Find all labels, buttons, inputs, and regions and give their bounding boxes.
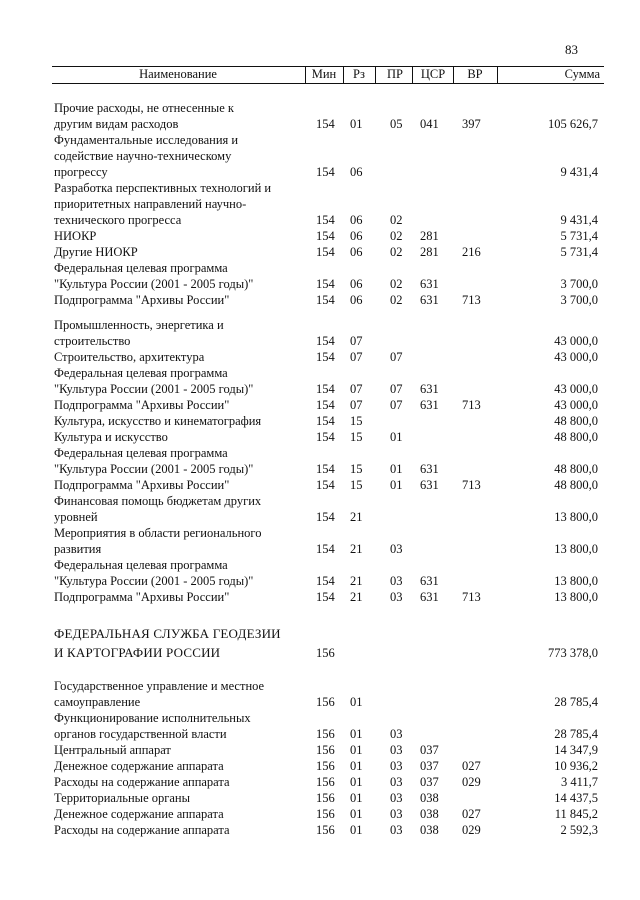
row-pr-cell: 01 <box>390 478 403 492</box>
row-vr-cell: 713 <box>462 293 481 307</box>
row-rz-cell: 21 <box>350 542 363 556</box>
row-sum-cell: 773 378,0 <box>548 646 598 660</box>
row-sum-cell: 13 800,0 <box>554 590 598 604</box>
row-csr-cell: 038 <box>420 807 439 821</box>
row-name-line: Федеральная целевая программа <box>54 446 228 460</box>
row-rz-cell: 15 <box>350 430 363 444</box>
row-pr-cell: 02 <box>390 245 403 259</box>
column-divider <box>453 67 454 83</box>
row-vr-cell: 713 <box>462 398 481 412</box>
row-pr-cell: 03 <box>390 590 403 604</box>
row-rz-cell: 07 <box>350 350 363 364</box>
row-csr-cell: 631 <box>420 462 439 476</box>
row-name-line: Расходы на содержание аппарата <box>54 823 230 837</box>
row-rz-cell: 06 <box>350 277 363 291</box>
row-sum-cell: 11 845,2 <box>554 807 598 821</box>
row-vr-cell: 027 <box>462 807 481 821</box>
row-rz-cell: 07 <box>350 334 363 348</box>
row-name-line: Государственное управление и местное <box>54 679 265 693</box>
row-name-line: самоуправление <box>54 695 141 709</box>
row-sum-cell: 10 936,2 <box>554 759 598 773</box>
row-pr-cell: 03 <box>390 823 403 837</box>
row-pr-cell: 03 <box>390 743 403 757</box>
row-pr-cell: 07 <box>390 382 403 396</box>
row-name-line: строительство <box>54 334 131 348</box>
column-divider <box>375 67 376 83</box>
row-name-line: развития <box>54 542 102 556</box>
row-rz-cell: 21 <box>350 510 363 524</box>
row-sum-cell: 43 000,0 <box>554 334 598 348</box>
row-pr-cell: 02 <box>390 277 403 291</box>
header-rz: Рз <box>353 67 365 81</box>
row-sum-cell: 43 000,0 <box>554 398 598 412</box>
header-pr: ПР <box>387 67 403 81</box>
row-pr-cell: 05 <box>390 117 403 131</box>
row-rz-cell: 07 <box>350 382 363 396</box>
row-sum-cell: 48 800,0 <box>554 462 598 476</box>
row-name-line: Культура, искусство и кинематография <box>54 414 262 428</box>
row-csr-cell: 037 <box>420 775 439 789</box>
row-sum-cell: 43 000,0 <box>554 382 598 396</box>
row-rz-cell: 15 <box>350 462 363 476</box>
row-sum-cell: 13 800,0 <box>554 510 598 524</box>
row-rz-cell: 15 <box>350 478 363 492</box>
row-min-cell: 154 <box>316 430 335 444</box>
row-name-line: Федеральная целевая программа <box>54 366 228 380</box>
row-min-cell: 156 <box>316 807 335 821</box>
header-sum: Сумма <box>564 67 600 81</box>
column-divider <box>412 67 413 83</box>
row-csr-cell: 037 <box>420 759 439 773</box>
row-pr-cell: 03 <box>390 759 403 773</box>
row-min-cell: 154 <box>316 510 335 524</box>
row-vr-cell: 713 <box>462 478 481 492</box>
row-min-cell: 154 <box>316 574 335 588</box>
row-name-line: Другие НИОКР <box>54 245 138 259</box>
row-pr-cell: 01 <box>390 462 403 476</box>
row-name-line: Денежное содержание аппарата <box>54 807 224 821</box>
row-min-cell: 154 <box>316 245 335 259</box>
row-pr-cell: 03 <box>390 542 403 556</box>
row-name-line: Подпрограмма "Архивы России" <box>54 293 230 307</box>
row-rz-cell: 01 <box>350 727 363 741</box>
row-rz-cell: 01 <box>350 743 363 757</box>
row-name-line: Фундаментальные исследования и <box>54 133 239 147</box>
row-csr-cell: 281 <box>420 229 439 243</box>
row-name-line: прогрессу <box>54 165 108 179</box>
row-min-cell: 156 <box>316 727 335 741</box>
row-min-cell: 154 <box>316 478 335 492</box>
row-pr-cell: 03 <box>390 775 403 789</box>
row-min-cell: 154 <box>316 277 335 291</box>
row-sum-cell: 48 800,0 <box>554 430 598 444</box>
row-sum-cell: 13 800,0 <box>554 542 598 556</box>
row-vr-cell: 713 <box>462 590 481 604</box>
row-csr-cell: 038 <box>420 791 439 805</box>
row-rz-cell: 01 <box>350 823 363 837</box>
row-pr-cell: 03 <box>390 807 403 821</box>
row-sum-cell: 14 347,9 <box>554 743 598 757</box>
row-name-line: приоритетных направлений научно- <box>54 197 247 211</box>
row-sum-cell: 48 800,0 <box>554 414 598 428</box>
row-min-cell: 154 <box>316 414 335 428</box>
row-name-line: органов государственной власти <box>54 727 227 741</box>
row-min-cell: 156 <box>316 791 335 805</box>
row-sum-cell: 9 431,4 <box>560 165 598 179</box>
row-rz-cell: 01 <box>350 791 363 805</box>
row-csr-cell: 631 <box>420 574 439 588</box>
row-rz-cell: 15 <box>350 414 363 428</box>
row-name-line: содействие научно-техническому <box>54 149 232 163</box>
row-rz-cell: 01 <box>350 695 363 709</box>
row-csr-cell: 631 <box>420 293 439 307</box>
row-rz-cell: 01 <box>350 117 363 131</box>
row-vr-cell: 397 <box>462 117 481 131</box>
row-pr-cell: 03 <box>390 727 403 741</box>
row-csr-cell: 281 <box>420 245 439 259</box>
row-pr-cell: 07 <box>390 350 403 364</box>
row-name-line: Финансовая помощь бюджетам других <box>54 494 262 508</box>
row-vr-cell: 029 <box>462 823 481 837</box>
row-min-cell: 154 <box>316 350 335 364</box>
row-sum-cell: 48 800,0 <box>554 478 598 492</box>
row-sum-cell: 5 731,4 <box>560 229 598 243</box>
row-name-line: Функционирование исполнительных <box>54 711 251 725</box>
row-min-cell: 154 <box>316 117 335 131</box>
row-name-line: ФЕДЕРАЛЬНАЯ СЛУЖБА ГЕОДЕЗИИ <box>54 626 281 641</box>
row-pr-cell: 02 <box>390 229 403 243</box>
row-min-cell: 156 <box>316 775 335 789</box>
row-name-line: "Культура России (2001 - 2005 годы)" <box>54 462 254 476</box>
row-rz-cell: 01 <box>350 775 363 789</box>
row-sum-cell: 43 000,0 <box>554 350 598 364</box>
row-rz-cell: 06 <box>350 213 363 227</box>
row-sum-cell: 9 431,4 <box>560 213 598 227</box>
row-name-line: Федеральная целевая программа <box>54 261 228 275</box>
row-pr-cell: 02 <box>390 293 403 307</box>
row-name-line: Денежное содержание аппарата <box>54 759 224 773</box>
row-sum-cell: 5 731,4 <box>560 245 598 259</box>
row-name-line: "Культура России (2001 - 2005 годы)" <box>54 574 254 588</box>
row-name-line: Прочие расходы, не отнесенные к <box>54 101 234 115</box>
row-vr-cell: 029 <box>462 775 481 789</box>
row-min-cell: 156 <box>316 646 335 660</box>
row-csr-cell: 038 <box>420 823 439 837</box>
row-pr-cell: 03 <box>390 574 403 588</box>
row-csr-cell: 631 <box>420 277 439 291</box>
row-min-cell: 156 <box>316 743 335 757</box>
row-rz-cell: 06 <box>350 293 363 307</box>
row-min-cell: 156 <box>316 759 335 773</box>
row-pr-cell: 03 <box>390 791 403 805</box>
row-name-line: другим видам расходов <box>54 117 179 131</box>
row-vr-cell: 216 <box>462 245 481 259</box>
row-pr-cell: 07 <box>390 398 403 412</box>
row-name-line: Подпрограмма "Архивы России" <box>54 478 230 492</box>
row-name-line: НИОКР <box>54 229 97 243</box>
row-min-cell: 156 <box>316 823 335 837</box>
row-name-line: "Культура России (2001 - 2005 годы)" <box>54 382 254 396</box>
row-sum-cell: 14 437,5 <box>554 791 598 805</box>
row-csr-cell: 041 <box>420 117 439 131</box>
row-name-line: Культура и искусство <box>54 430 168 444</box>
row-min-cell: 154 <box>316 293 335 307</box>
row-min-cell: 154 <box>316 165 335 179</box>
row-rz-cell: 07 <box>350 398 363 412</box>
row-name-line: Расходы на содержание аппарата <box>54 775 230 789</box>
row-vr-cell: 027 <box>462 759 481 773</box>
row-name-line: Подпрограмма "Архивы России" <box>54 398 230 412</box>
header-bottom-rule <box>52 83 604 84</box>
row-name-line: Промышленность, энергетика и <box>54 318 224 332</box>
row-name-line: Федеральная целевая программа <box>54 558 228 572</box>
row-name-line: технического прогресса <box>54 213 182 227</box>
row-min-cell: 154 <box>316 542 335 556</box>
row-sum-cell: 105 626,7 <box>548 117 598 131</box>
row-sum-cell: 28 785,4 <box>554 695 598 709</box>
header-csr: ЦСР <box>420 67 446 81</box>
header-min: Мин <box>311 67 337 81</box>
row-min-cell: 154 <box>316 229 335 243</box>
row-csr-cell: 631 <box>420 398 439 412</box>
row-name-line: Мероприятия в области регионального <box>54 526 262 540</box>
row-name-line: И КАРТОГРАФИИ РОССИИ <box>54 645 221 660</box>
row-min-cell: 154 <box>316 398 335 412</box>
row-name-line: Строительство, архитектура <box>54 350 205 364</box>
row-pr-cell: 02 <box>390 213 403 227</box>
column-divider <box>497 67 498 83</box>
row-min-cell: 154 <box>316 382 335 396</box>
row-name-line: уровней <box>54 510 98 524</box>
row-min-cell: 154 <box>316 334 335 348</box>
header-name: Наименование <box>139 67 217 81</box>
row-csr-cell: 631 <box>420 478 439 492</box>
row-pr-cell: 01 <box>390 430 403 444</box>
row-name-line: "Культура России (2001 - 2005 годы)" <box>54 277 254 291</box>
row-min-cell: 156 <box>316 695 335 709</box>
row-sum-cell: 3 700,0 <box>560 277 598 291</box>
row-sum-cell: 3 700,0 <box>560 293 598 307</box>
row-rz-cell: 21 <box>350 590 363 604</box>
row-min-cell: 154 <box>316 590 335 604</box>
row-csr-cell: 037 <box>420 743 439 757</box>
page-number: 83 <box>565 42 578 57</box>
row-sum-cell: 28 785,4 <box>554 727 598 741</box>
row-sum-cell: 13 800,0 <box>554 574 598 588</box>
row-csr-cell: 631 <box>420 382 439 396</box>
row-rz-cell: 01 <box>350 807 363 821</box>
row-rz-cell: 06 <box>350 165 363 179</box>
row-name-line: Подпрограмма "Архивы России" <box>54 590 230 604</box>
row-csr-cell: 631 <box>420 590 439 604</box>
row-rz-cell: 01 <box>350 759 363 773</box>
header-vr: ВР <box>467 67 483 81</box>
row-name-line: Территориальные органы <box>54 791 191 805</box>
row-name-line: Разработка перспективных технологий и <box>54 181 272 195</box>
row-sum-cell: 3 411,7 <box>560 775 598 789</box>
row-name-line: Центральный аппарат <box>54 743 171 757</box>
row-rz-cell: 06 <box>350 245 363 259</box>
row-min-cell: 154 <box>316 462 335 476</box>
row-sum-cell: 2 592,3 <box>560 823 598 837</box>
row-min-cell: 154 <box>316 213 335 227</box>
row-rz-cell: 21 <box>350 574 363 588</box>
row-rz-cell: 06 <box>350 229 363 243</box>
